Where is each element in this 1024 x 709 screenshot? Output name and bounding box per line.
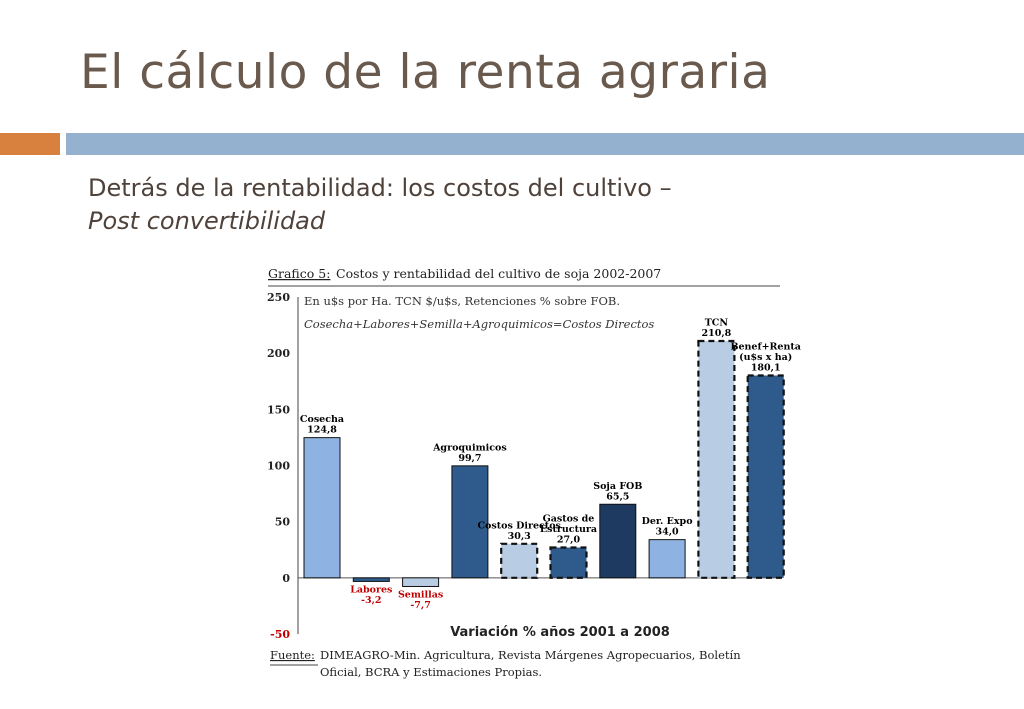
bar-value-label: 27,0	[556, 534, 581, 546]
y-tick-label: 0	[282, 571, 290, 585]
bar-value-label: 30,3	[507, 530, 531, 542]
bar-category-label: Gastos de	[542, 513, 595, 525]
bar-7	[600, 504, 636, 578]
accent-bar-blue	[66, 133, 1024, 155]
bar-6	[551, 548, 587, 578]
bar-value-label: 99,7	[458, 452, 482, 464]
source-prefix: Fuente:	[270, 648, 315, 662]
bar-value-label: 34,0	[655, 526, 679, 538]
bar-1	[304, 438, 340, 578]
chart-note-2: Cosecha+Labores+Semilla+Agroquimicos=Costos Directos	[304, 317, 655, 331]
bar-category-label: Agroquimicos	[433, 442, 507, 454]
chart-title: Costos y rentabilidad del cultivo de soja 2002-2007	[336, 266, 662, 281]
bar-value-label: 210,8	[701, 328, 732, 340]
bar-8	[649, 540, 685, 578]
bar-category-label: Semillas	[397, 589, 444, 601]
y-tick-label: 250	[267, 291, 290, 304]
bar-5	[501, 544, 537, 578]
bar-category-label: Labores	[350, 584, 393, 596]
chart-note-1: En u$s por Ha. TCN $/u$s, Retenciones % sobre FOB.	[304, 294, 621, 308]
bar-category-label: Costos Directos	[477, 520, 561, 532]
bar-category-label: (u$s x ha)	[739, 352, 793, 364]
subtitle-line-2: Post convertibilidad	[88, 207, 326, 235]
bar-value-label: 65,5	[606, 491, 630, 503]
y-tick-label: -50	[270, 628, 290, 641]
y-tick-label: 100	[267, 459, 290, 473]
bar-3	[403, 578, 439, 587]
chart-title-prefix: Grafico 5:	[268, 266, 331, 281]
source-line-1: DIMEAGRO-Min. Agricultura, Revista Márgenes Agropecuarios, Boletín	[320, 648, 741, 662]
bar-value-label: 180,1	[750, 362, 781, 374]
slide-title: El cálculo de la renta agraria	[80, 45, 771, 100]
y-tick-label: 150	[267, 403, 290, 417]
accent-bar-orange	[0, 133, 60, 155]
y-tick-label: 200	[267, 347, 290, 361]
x-axis-label: Variación % años 2001 a 2008	[450, 625, 670, 640]
bar-category-label: Soja FOB	[593, 480, 643, 492]
bar-10	[748, 376, 784, 578]
bar-2	[353, 578, 389, 582]
slide-subtitle	[88, 172, 672, 238]
bar-category-label: Benef+Renta	[730, 341, 801, 353]
source-line-2: Oficial, BCRA y Estimaciones Propias.	[320, 665, 543, 679]
y-tick-label: 50	[274, 515, 290, 529]
bar-chart	[260, 262, 801, 692]
bar-value-label: -3,2	[361, 594, 382, 606]
bar-category-label: Cosecha	[299, 414, 345, 426]
subtitle-line-1: Detrás de la rentabilidad: los costos del cultivo –	[88, 174, 672, 202]
bar-category-label: TCN	[704, 317, 729, 329]
bar-value-label: -7,7	[410, 599, 431, 611]
bar-category-label: Der. Expo	[641, 516, 693, 528]
bar-9	[698, 341, 734, 578]
bar-category-label: Estructura	[539, 524, 598, 536]
bar-value-label: 124,8	[307, 424, 337, 436]
